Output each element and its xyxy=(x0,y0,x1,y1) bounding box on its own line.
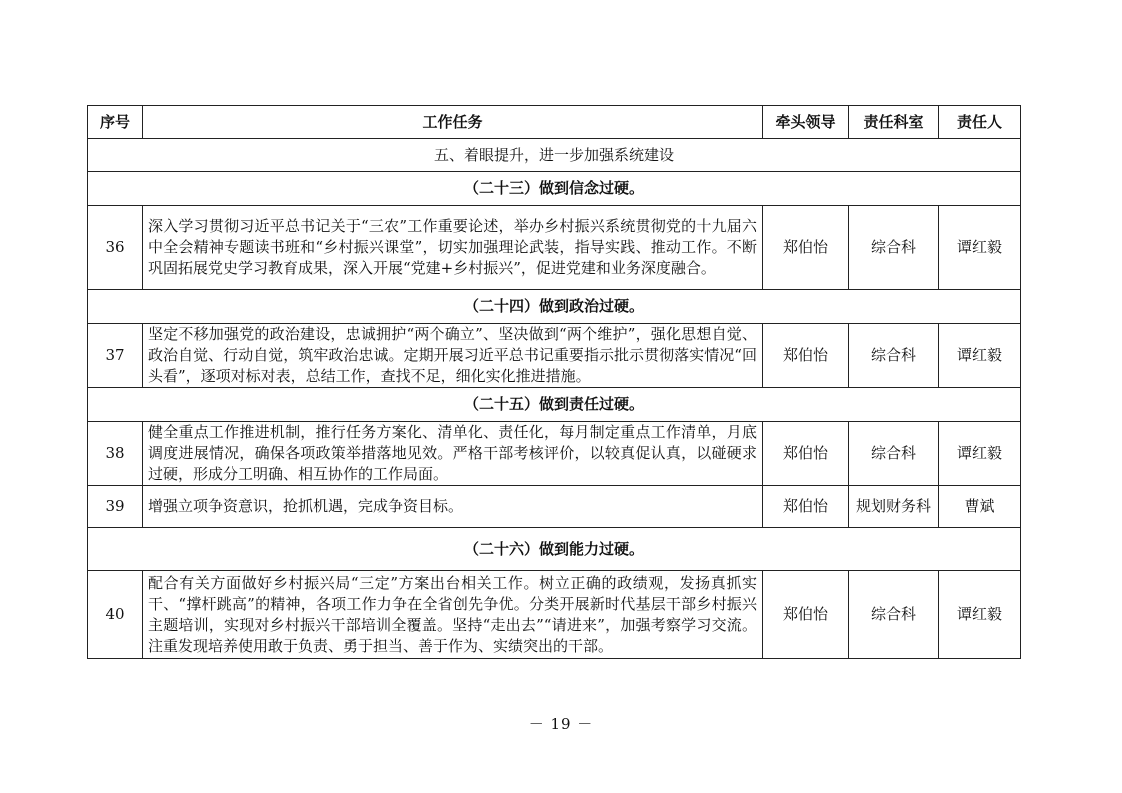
section-row xyxy=(88,139,1021,172)
row-task: 健全重点工作推进机制，推行任务方案化、清单化、责任化，每月制定重点工作清单，月底调度进展情况，确保各项政策举措落地见效。严格干部考核评价，以较真促认真，以碰硬求过硬，形成分工明确、相互协作的工作局面。 xyxy=(143,422,763,486)
header-dept: 责任科室 xyxy=(849,106,939,139)
subsection-row xyxy=(88,290,1021,324)
row-no: 36 xyxy=(88,206,143,290)
subsection-title: （二十六）做到能力过硬。 xyxy=(88,528,1021,571)
row-person: 谭红毅 xyxy=(939,206,1021,290)
table-row xyxy=(88,571,1021,659)
row-dept: 规划财务科 xyxy=(849,486,939,528)
row-task: 深入学习贯彻习近平总书记关于“三农”工作重要论述，举办乡村振兴系统贯彻党的十九届六中全会精神专题读书班和“乡村振兴课堂”，切实加强理论武装，指导实践、推动工作。不断巩固拓展党史学习教育成果，深入开展“党建+乡村振兴”，促进党建和业务深度融合。 xyxy=(143,206,763,290)
row-no: 39 xyxy=(88,486,143,528)
page-number: － 19 － xyxy=(528,715,594,733)
row-no: 37 xyxy=(88,324,143,388)
subsection-title: （二十五）做到责任过硬。 xyxy=(88,388,1021,422)
header-row xyxy=(88,106,1021,139)
row-task: 坚定不移加强党的政治建设，忠诚拥护“两个确立”、坚决做到“两个维护”，强化思想自觉、政治自觉、行动自觉，筑牢政治忠诚。定期开展习近平总书记重要指示批示贯彻落实情况“回头看”，逐项对标对表，总结工作，查找不足，细化实化推进措施。 xyxy=(143,324,763,388)
task-table xyxy=(87,105,1021,659)
row-no: 38 xyxy=(88,422,143,486)
row-dept: 综合科 xyxy=(849,324,939,388)
table-row xyxy=(88,486,1021,528)
row-leader: 郑伯怡 xyxy=(763,422,849,486)
header-leader: 牵头领导 xyxy=(763,106,849,139)
table-row xyxy=(88,324,1021,388)
row-person: 谭红毅 xyxy=(939,571,1021,659)
row-no: 40 xyxy=(88,571,143,659)
row-person: 曹斌 xyxy=(939,486,1021,528)
header-task: 工作任务 xyxy=(143,106,763,139)
table-row xyxy=(88,206,1021,290)
subsection-row xyxy=(88,172,1021,206)
row-dept: 综合科 xyxy=(849,571,939,659)
row-leader: 郑伯怡 xyxy=(763,571,849,659)
row-task: 增强立项争资意识，抢抓机遇，完成争资目标。 xyxy=(143,486,763,528)
row-person: 谭红毅 xyxy=(939,324,1021,388)
row-task: 配合有关方面做好乡村振兴局“三定”方案出台相关工作。树立正确的政绩观，发扬真抓实干、“撑杆跳高”的精神，各项工作力争在全省创先争优。分类开展新时代基层干部乡村振兴主题培训，实现对乡村振兴干部培训全覆盖。坚持“走出去”“请进来”，加强考察学习交流。注重发现培养使用敢于负责、勇于担当、善于作为、实绩突出的干部。 xyxy=(143,571,763,659)
row-person: 谭红毅 xyxy=(939,422,1021,486)
header-person: 责任人 xyxy=(939,106,1021,139)
row-leader: 郑伯怡 xyxy=(763,206,849,290)
subsection-row xyxy=(88,528,1021,571)
row-dept: 综合科 xyxy=(849,422,939,486)
table-row xyxy=(88,422,1021,486)
subsection-title: （二十三）做到信念过硬。 xyxy=(88,172,1021,206)
row-leader: 郑伯怡 xyxy=(763,324,849,388)
header-no: 序号 xyxy=(88,106,143,139)
subsection-title: （二十四）做到政治过硬。 xyxy=(88,290,1021,324)
subsection-row xyxy=(88,388,1021,422)
section-title: 五、着眼提升，进一步加强系统建设 xyxy=(88,139,1021,172)
row-dept: 综合科 xyxy=(849,206,939,290)
row-leader: 郑伯怡 xyxy=(763,486,849,528)
